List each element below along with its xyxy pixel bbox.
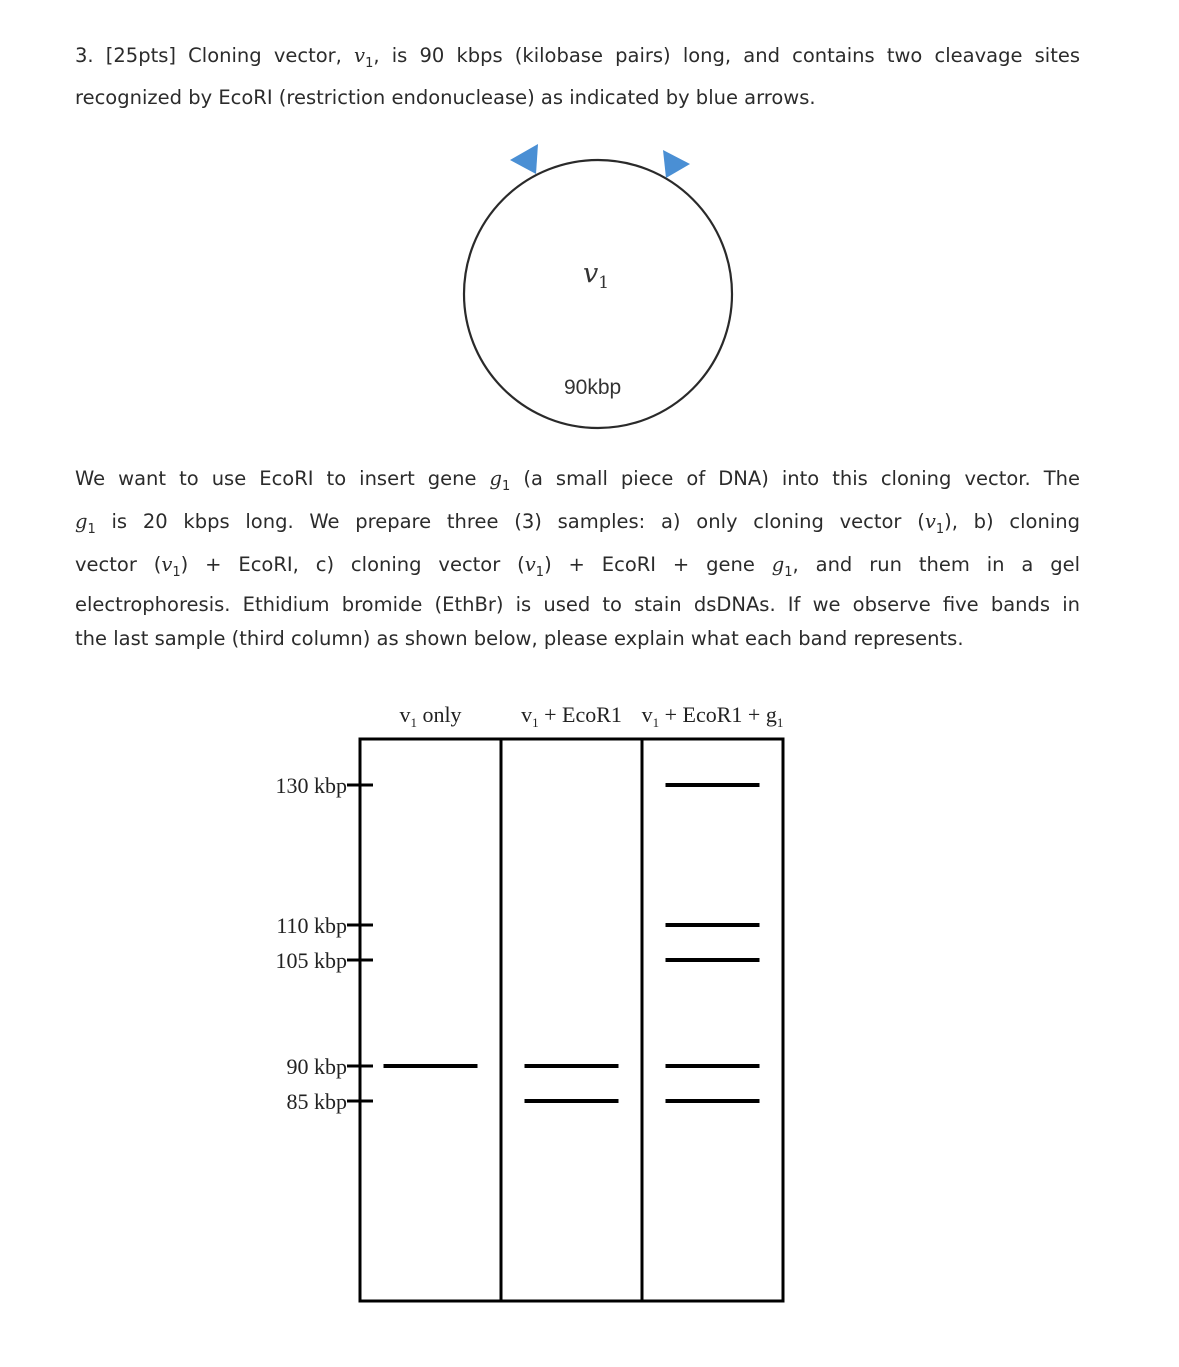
ecori-site-left-arrow-icon [510, 144, 538, 174]
marker-label-85: 85 kbp [286, 1089, 347, 1114]
lane-label: $v_1$ only [399, 702, 462, 730]
body-line-5: the last sample (third column) as shown below, please explain what each band represents. [75, 627, 964, 650]
lane-label: $v_1$ + EcoR1 [521, 702, 622, 730]
marker-label-90: 90 kbp [286, 1054, 347, 1079]
plasmid-diagram [440, 130, 760, 450]
marker-label-130: 130 kbp [275, 773, 347, 798]
question-text: 3. [25pts] Cloning vector, $v_1$, is 90 kbps (kilobase pairs) long, and contains two cleavage sites recognized by EcoRI (restriction endonuclease) as indicated by blue arrows. [75, 36, 1080, 117]
ecori-site-right-arrow-icon [663, 150, 690, 178]
lane-label: $v_1$ + EcoR1 + $g_1$ [641, 702, 784, 730]
body-line-4: electrophoresis. Ethidium bromide (EthBr) is used to stain dsDNAs. If we observe five bands in [75, 593, 1080, 616]
question-number: 3. [75, 44, 94, 67]
marker-label-105: 105 kbp [275, 948, 347, 973]
marker-label-110: 110 kbp [276, 913, 347, 938]
question-points: [25pts] [105, 44, 176, 67]
plasmid-label: $v_1$ [583, 258, 610, 293]
plasmid-size-label: 90kbp [564, 376, 622, 399]
gel-electrophoresis [0, 690, 1179, 1330]
gel-outline [360, 739, 783, 1301]
question-line-2: recognized by EcoRI (restriction endonuclease) as indicated by blue arrows. [75, 86, 816, 109]
body-line-1: We want to use EcoRI to insert gene $g_1$ (a small piece of DNA) into this cloning vector. The [75, 467, 1080, 494]
body-text [75, 462, 1080, 656]
body-line-2: $g_1$ is 20 kbps long. We prepare three (3) samples: a) only cloning vector $(v_1)$, b) cloning [75, 510, 1080, 537]
body-line-3: vector $(v_1)$ + EcoRI, c) cloning vector $(v_1)$ + EcoRI + gene $g_1$, and run them in a gel [75, 553, 1080, 580]
